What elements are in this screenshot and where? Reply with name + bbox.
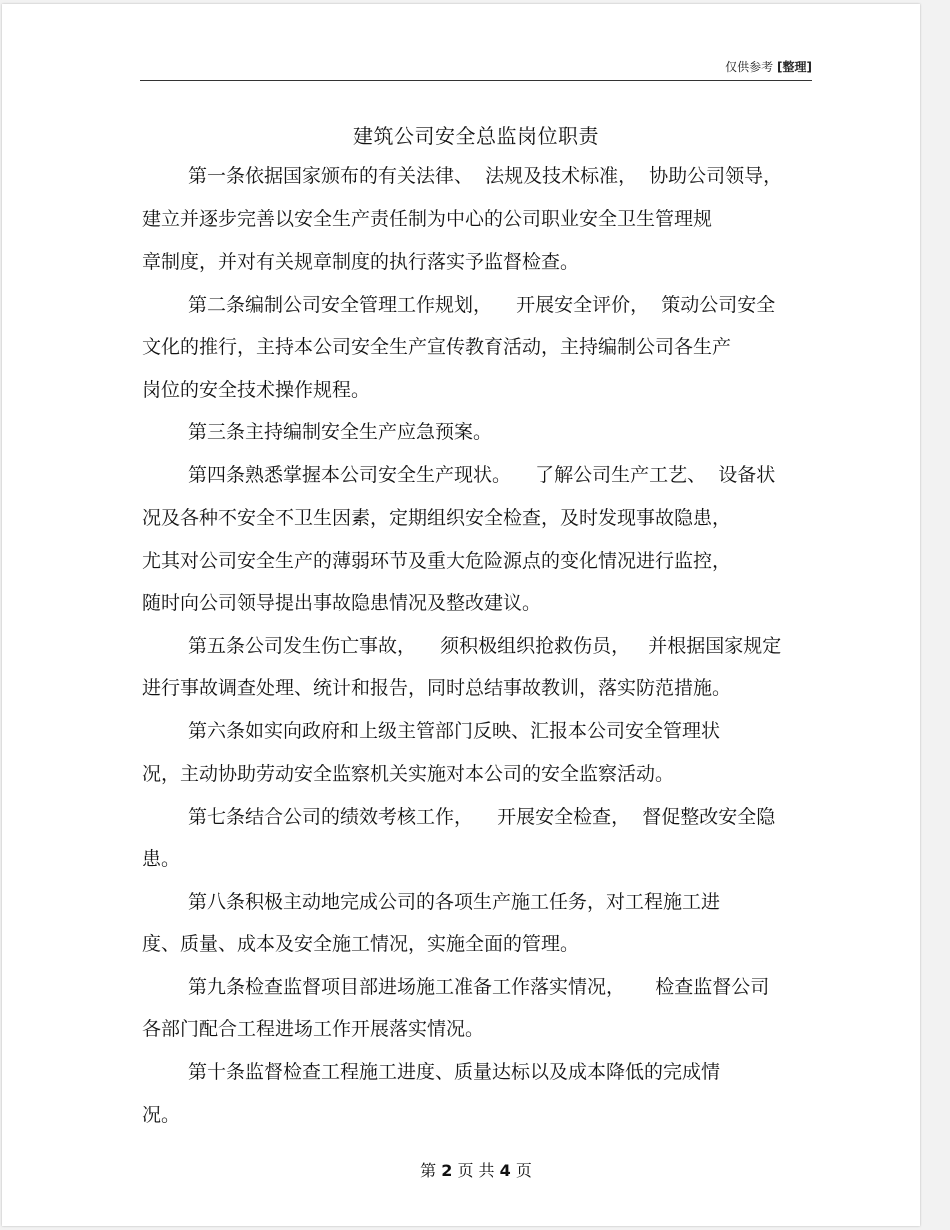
paragraph-line: 第九条检查监督项目部进场施工准备工作落实情况， 检查监督公司	[188, 976, 770, 998]
footer-suffix: 页	[515, 1161, 532, 1180]
paragraph-line: 文化的推行，主持本公司安全生产宣传教育活动，主持编制公司各生产	[142, 336, 732, 358]
paragraph-line: 第六条如实向政府和上级主管部门反映、汇报本公司安全管理状	[188, 720, 721, 742]
page-footer	[140, 1158, 812, 1181]
paragraph-line: 岗位的安全技术操作规程。	[142, 379, 371, 401]
paragraph-line: 随时向公司领导提出事故隐患情况及整改建议。	[142, 592, 542, 614]
header-note	[682, 58, 812, 75]
paragraph-line: 况。	[142, 1104, 181, 1126]
paragraph-line: 第四条熟悉掌握本公司安全生产现状。 了解公司生产工艺、 设备状	[188, 464, 776, 486]
paragraph-line: 章制度，并对有关规章制度的执行落实予监督检查。	[142, 251, 580, 273]
paragraph-line: 第七条结合公司的绩效考核工作， 开展安全检查， 督促整改安全隐	[188, 806, 776, 828]
header-bracket: [整理]	[777, 60, 812, 74]
paragraph-line: 第八条积极主动地完成公司的各项生产施工任务，对工程施工进	[188, 891, 721, 913]
paragraph-line: 各部门配合工程进场工作开展落实情况。	[142, 1018, 485, 1040]
document-title: 建筑公司安全总监岗位职责	[353, 124, 599, 148]
document-page	[2, 4, 920, 1226]
paragraph-line: 第二条编制公司安全管理工作规划， 开展安全评价， 策动公司安全	[188, 294, 776, 316]
current-page-number: 2	[441, 1161, 453, 1180]
paragraph-line: 第十条监督检查工程施工进度、质量达标以及成本降低的完成情	[188, 1061, 721, 1083]
paragraph-line: 度、质量、成本及安全施工情况，实施全面的管理。	[142, 933, 580, 955]
paragraph-line: 尤其对公司安全生产的薄弱环节及重大危险源点的变化情况进行监控，	[142, 550, 732, 572]
paragraph-line: 第三条主持编制安全生产应急预案。	[188, 421, 493, 443]
total-pages-number: 4	[499, 1161, 511, 1180]
paragraph-line: 第一条依据国家颁布的有关法律、 法规及技术标准， 协助公司领导，	[188, 165, 783, 187]
paragraph-line: 况及各种不安全不卫生因素，定期组织安全检查，及时发现事故隐患，	[142, 507, 732, 529]
paragraph-line: 况，主动协助劳动安全监察机关实施对本公司的安全监察活动。	[142, 763, 675, 785]
paragraph-line: 进行事故调查处理、统计和报告，同时总结事故教训，落实防范措施。	[142, 677, 732, 699]
paragraph-line: 建立并逐步完善以安全生产责任制为中心的公司职业安全卫生管理规	[142, 208, 713, 230]
paragraph-line: 第五条公司发生伤亡事故， 须积极组织抢救伤员， 并根据国家规定	[188, 635, 782, 657]
paragraph-line: 患。	[142, 848, 181, 870]
footer-mid: 页 共	[457, 1161, 495, 1180]
header-note-text: 仅供参考	[725, 60, 774, 74]
footer-prefix: 第	[420, 1161, 437, 1180]
header-rule	[140, 80, 812, 81]
